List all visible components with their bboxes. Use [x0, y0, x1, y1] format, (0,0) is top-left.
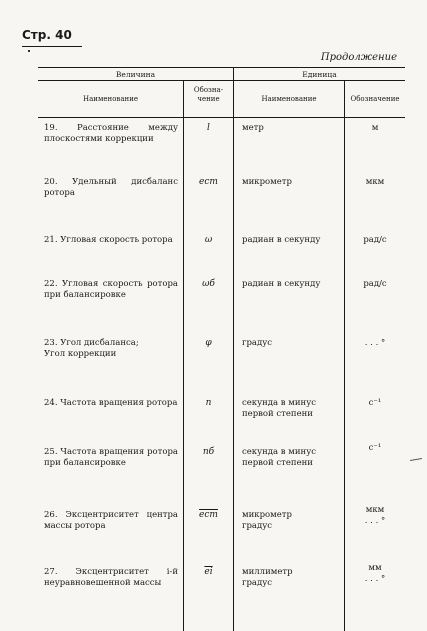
column-header-unit-name: Наименование — [261, 95, 317, 103]
row-21-symbol: ω — [204, 235, 213, 245]
row-21-name: 21. Угловая скорость ротора — [44, 235, 173, 245]
row-25-symbol: nб — [202, 447, 215, 457]
header-bottom-rule — [38, 117, 405, 118]
row-26-unit: микрометр градус — [242, 510, 292, 531]
column-header-unit-designation: Обозначение — [350, 95, 400, 103]
continuation-label: Продолжение — [320, 52, 397, 63]
units-table — [38, 67, 405, 631]
row-19-unit: метр — [242, 123, 264, 133]
row-20-unit: микрометр — [242, 177, 292, 187]
row-19-unit-abbr: м — [371, 123, 379, 133]
row-22-symbol: ωб — [202, 279, 215, 289]
column-header-designation: Обозна- чение — [193, 86, 224, 103]
row-26-unit-abbr: мкм . . . ° — [364, 505, 386, 526]
row-21-unit-abbr: рад/с — [363, 235, 387, 245]
row-24-unit: секунда в минус первой степени — [242, 398, 316, 419]
row-26-symbol: eст — [199, 510, 218, 520]
row-23-unit: градус — [242, 338, 272, 348]
margin-pen-mark — [410, 458, 422, 461]
row-23-unit-abbr: . . . ° — [364, 338, 386, 348]
column-header-name: Наименование — [83, 95, 138, 103]
group-header-quantity: Величина — [115, 70, 156, 79]
row-25-unit-abbr: с⁻¹ — [368, 443, 382, 453]
row-27-unit-abbr: мм . . . ° — [364, 563, 386, 584]
row-23-name: 23. Угол дисбаланса; Угол коррекции — [44, 338, 139, 359]
row-22-name: 22. Угловая скорость ротора при балансировке — [44, 279, 178, 300]
row-24-unit-abbr: с⁻¹ — [368, 398, 382, 408]
row-22-unit: радиан в секунду — [242, 279, 321, 289]
row-20-name: 20. Удельный дисбаланс ротора — [44, 177, 178, 198]
row-24-symbol: n — [205, 398, 212, 408]
scan-speck — [28, 50, 30, 52]
column-rule-1 — [183, 80, 184, 631]
row-25-unit: секунда в минус первой степени — [242, 447, 316, 468]
row-20-unit-abbr: мкм — [365, 177, 385, 187]
group-header-rule — [38, 80, 405, 81]
row-26-name: 26. Эксцентриситет центра массы ротора — [44, 510, 178, 531]
column-rule-3 — [344, 80, 345, 631]
row-27-symbol: $\overline{ei}$ — [204, 567, 213, 577]
row-27-name: 27. Эксцентриситет i-й неуравновешенной массы — [44, 567, 178, 588]
row-24-name: 24. Частота вращения ротора — [44, 398, 178, 408]
row-27-unit: миллиметр градус — [242, 567, 293, 588]
row-22-unit-abbr: рад/с — [363, 279, 387, 289]
row-21-unit: радиан в секунду — [242, 235, 321, 245]
group-header-unit: Единица — [302, 70, 337, 79]
row-20-symbol: eст — [199, 177, 218, 187]
row-19-symbol: l — [207, 123, 210, 133]
page-number: Стр. 40 — [22, 28, 72, 42]
column-rule-2 — [233, 67, 234, 631]
row-23-symbol: φ — [205, 338, 212, 348]
row-25-name: 25. Частота вращения ротора при балансировке — [44, 447, 178, 468]
page-number-underline — [22, 46, 82, 47]
row-19-name: 19. Расстояние между плоскостями коррекции — [44, 123, 178, 144]
table-top-rule — [38, 67, 405, 68]
